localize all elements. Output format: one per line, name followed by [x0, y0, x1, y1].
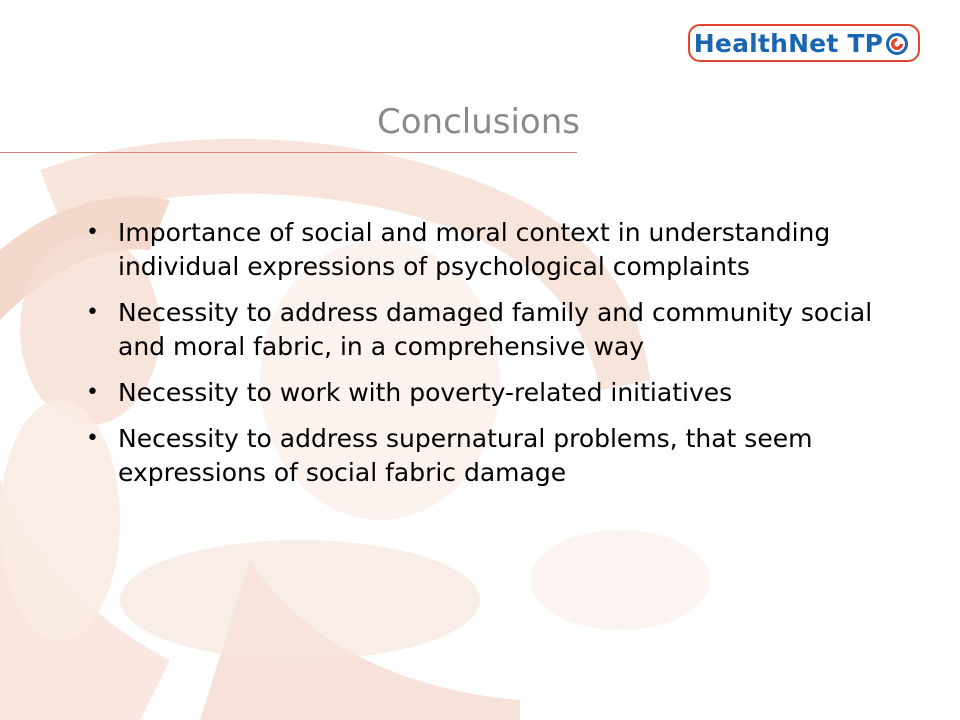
bullet-text: Importance of social and moral context in understanding individual expressions of psychological complaints: [118, 218, 831, 281]
bullet-item: [84, 422, 904, 490]
bullet-item: [84, 216, 904, 284]
bullet-marker: •: [86, 380, 99, 405]
bullet-marker: •: [86, 426, 99, 451]
bullet-text: Necessity to work with poverty-related initiatives: [118, 378, 733, 407]
bullet-list: [84, 216, 904, 502]
bullet-text: Necessity to address supernatural problems, that seem expressions of social fabric damage: [118, 424, 813, 487]
bullet-marker: •: [86, 300, 99, 325]
healthnet-logo: [688, 24, 920, 62]
bullet-text: Necessity to address damaged family and community social and moral fabric, in a comprehensive way: [118, 298, 873, 361]
logo-ring-icon: [886, 33, 908, 55]
logo-wordmark: HealthNet TP: [693, 28, 884, 58]
bullet-item: [84, 376, 904, 410]
title-divider: [0, 152, 577, 153]
bullet-item: [84, 296, 904, 364]
slide-title: Conclusions: [376, 102, 580, 142]
bullet-marker: •: [86, 220, 99, 245]
